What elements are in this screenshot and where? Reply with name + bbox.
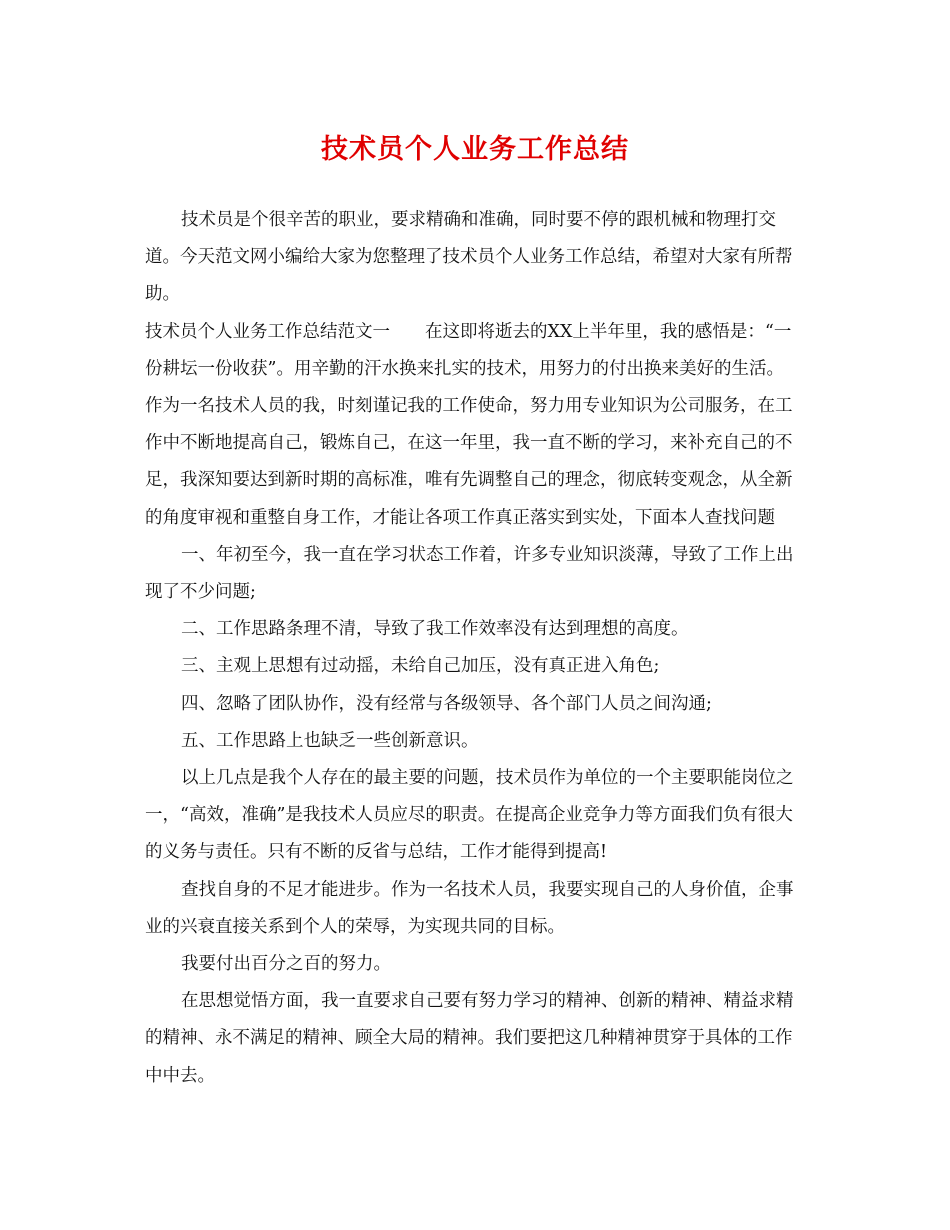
problem-item-5: 五、工作思路上也缺乏一些创新意识。	[181, 730, 479, 751]
problem-item-1: 一、年初至今，我一直在学习状态工作着，许多专业知识淡薄，导致了工作上出现了不少问题;	[145, 544, 794, 603]
effort-paragraph: 我要付出百分之百的努力。	[181, 954, 391, 975]
ideology-paragraph: 在思想觉悟方面，我一直要求自己要有努力学习的精神、创新的精神、精益求精的精神、永不满足的精神、顾全大局的精神。我们要把这几种精神贯穿于具体的工作中中去。	[145, 991, 794, 1086]
intro-paragraph: 技术员是个很辛苦的职业，要求精确和准确，同时要不停的跟机械和物理打交道。今天范文网小编给大家为您整理了技术员个人业务工作总结，希望对大家有所帮助。	[145, 210, 793, 305]
summary-paragraph: 以上几点是我个人存在的最主要的问题，技术员作为单位的一个主要职能岗位之一，“高效，准确”是我技术人员应尽的职责。在提高企业竞争力等方面我们负有很大的义务与责任。只有不断的反省与总结，工作才能得到提高!	[145, 768, 794, 863]
self-reflection-paragraph: 查找自身的不足才能进步。作为一名技术人员，我要实现自己的人身价值，企事业的兴衰直接关系到个人的荣辱，为实现共同的目标。	[145, 879, 794, 937]
problem-item-4: 四、忽略了团队协作，没有经常与各级领导、各个部门人员之间沟通;	[181, 693, 712, 714]
document-title: 技术员个人业务工作总结	[321, 134, 629, 165]
sample-one-paragraph: 技术员个人业务工作总结范文一 在这即将逝去的XX上半年里，我的感悟是：“一份耕坛一份收获”。用辛勤的汗水换来扎实的技术，用努力的付出换来美好的生活。 作为一名技术人员的我，时刻谨记我的工作使命，努力用专业知识为公司服务，在工作中不断地提高自己，锻炼自己，在这一年里，我一直不断的学习，来补充自己的不足，我深知要达到新时期的高标准，唯有先调整自己的理念，彻底转变观念，从全新的角度审视和重整自身工作，才能让各项工作真正落实到实处，下面本人查找问题	[145, 321, 793, 528]
document-body	[145, 202, 805, 1095]
problem-item-3: 三、主观上思想有过动摇，未给自己加压，没有真正进入角色;	[181, 656, 660, 677]
problem-item-2: 二、工作思路条理不清，导致了我工作效率没有达到理想的高度。	[181, 619, 689, 640]
